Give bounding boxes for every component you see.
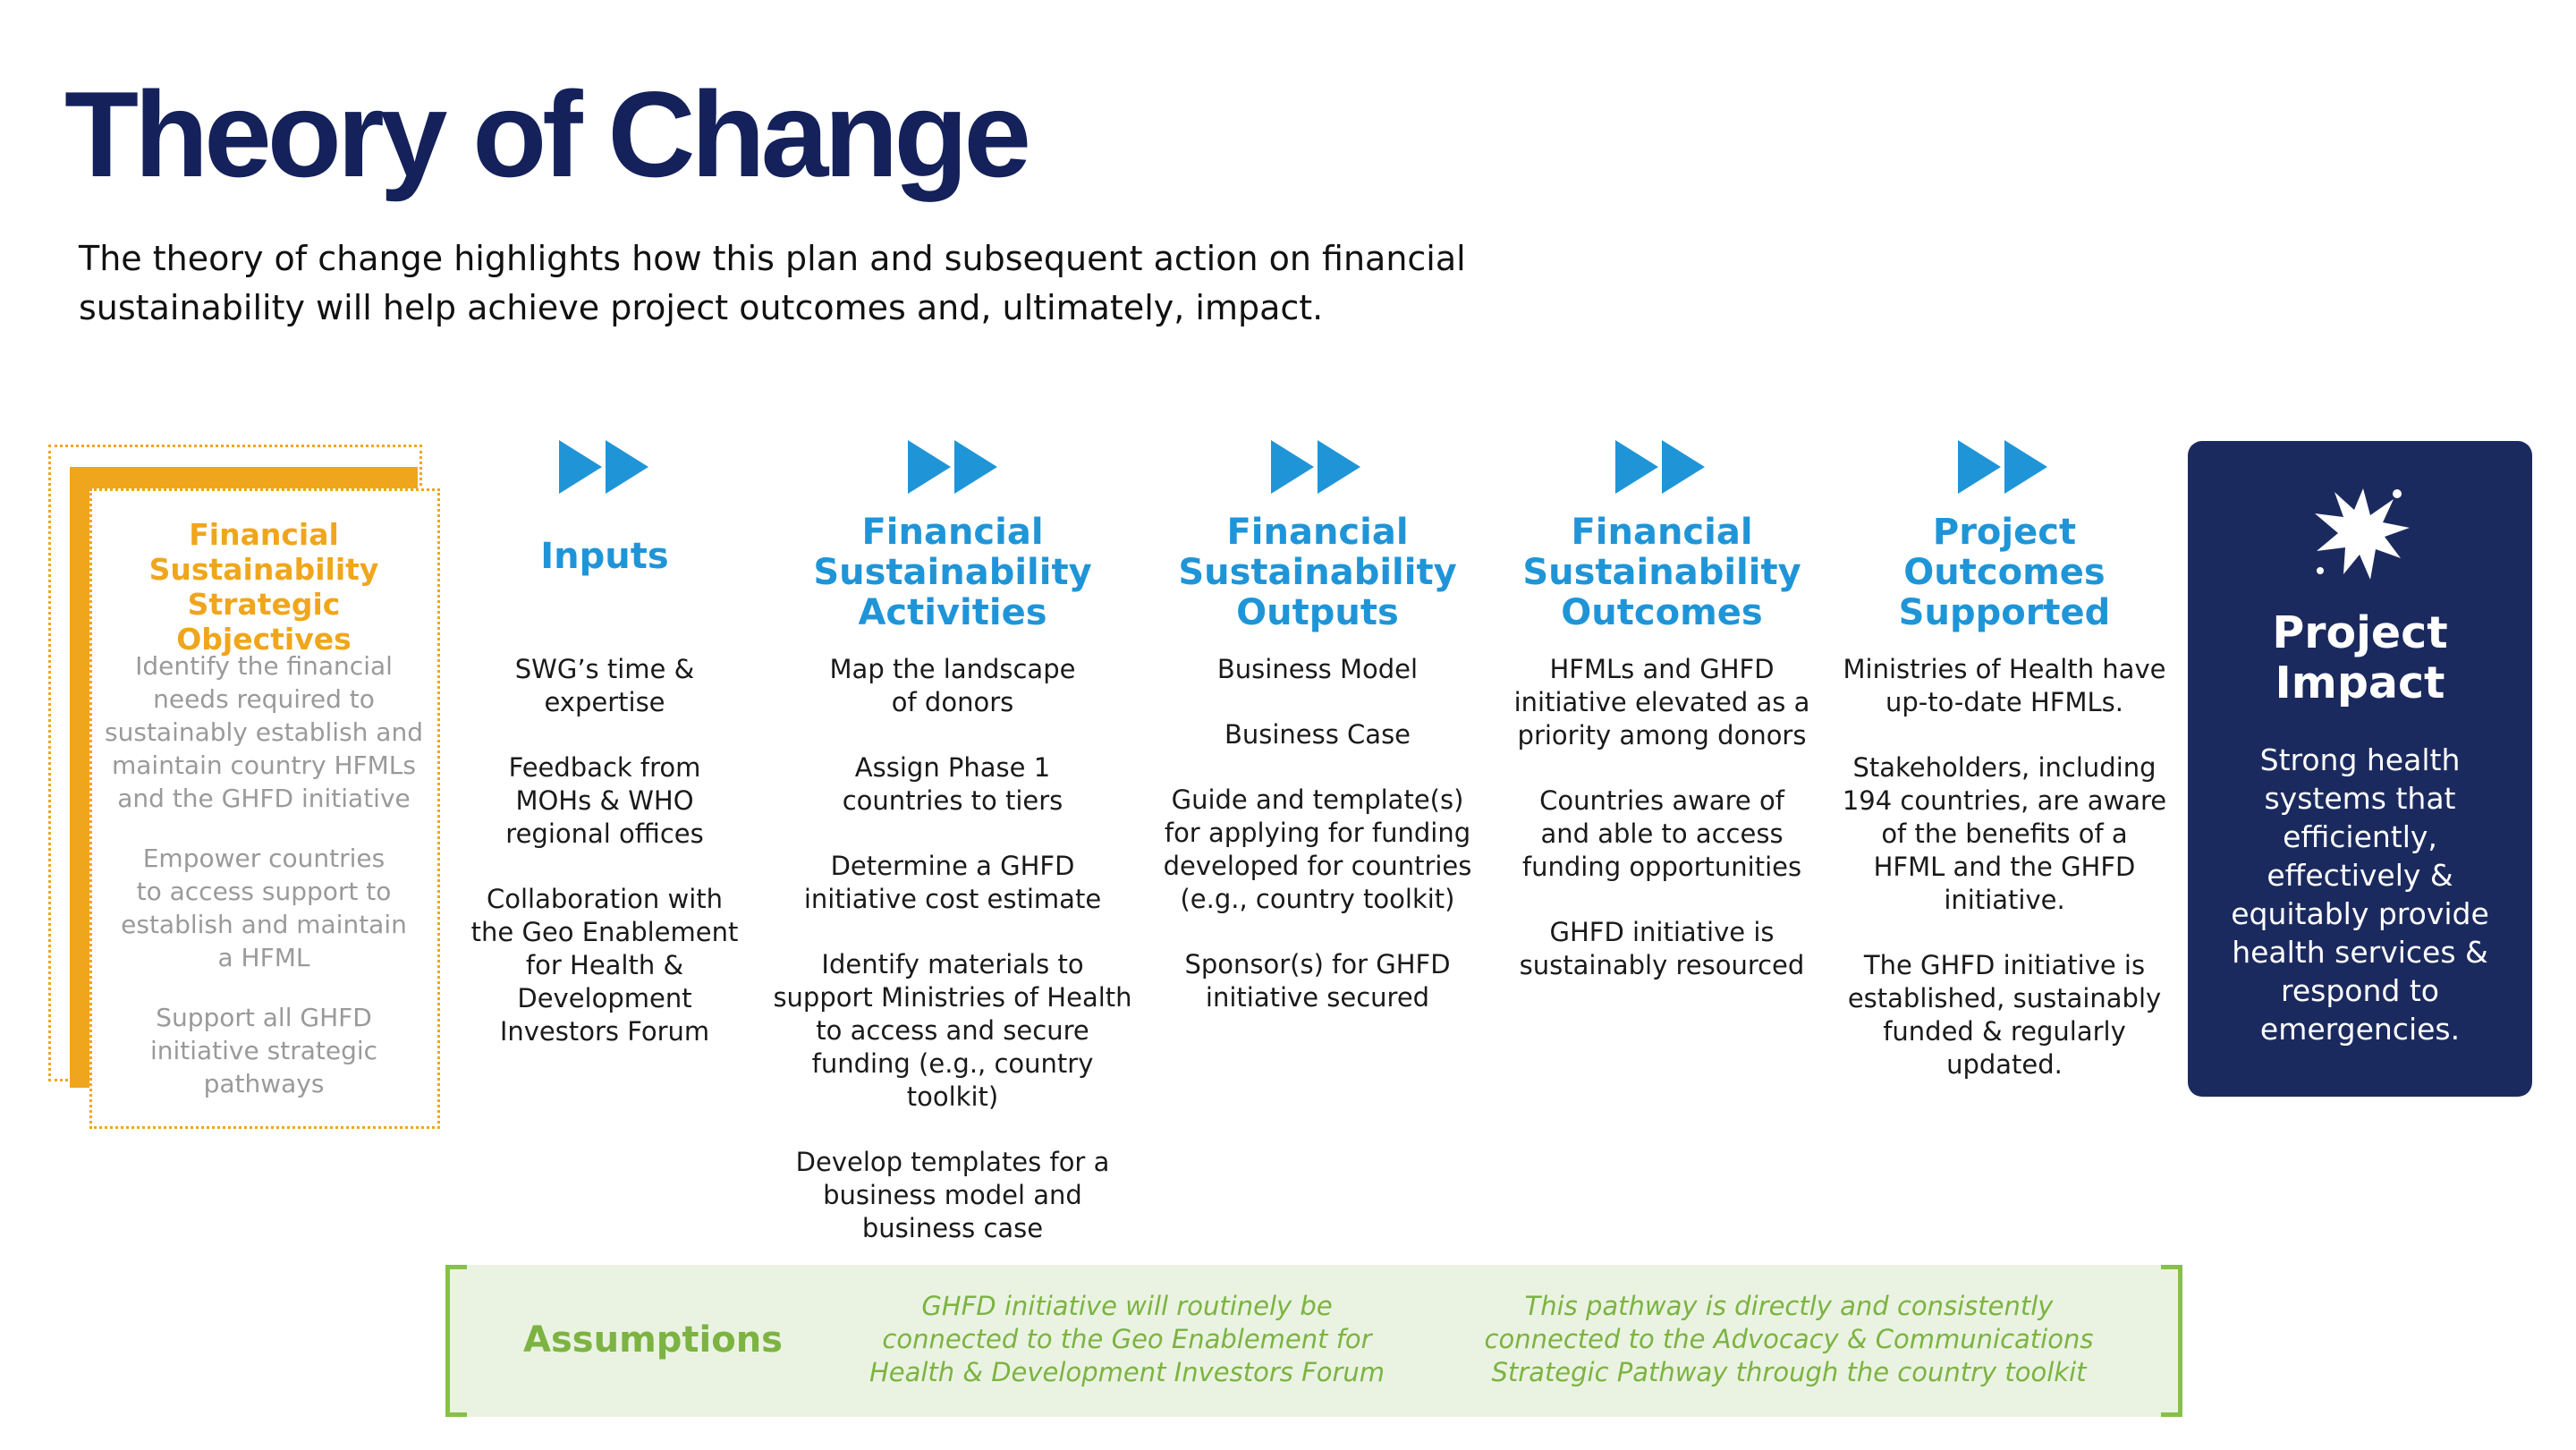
column-item: Identify materials to support Ministries of Health to access and secure funding (e.g., country toolkit) [773, 949, 1132, 1112]
double-arrow-right-icon [1615, 438, 1708, 496]
column-heading: Financial Sustainability Outcomes [1522, 512, 1801, 633]
column-items [465, 653, 744, 1081]
assumption-item: This pathway is directly and consistently connected to the Advocacy & Communications Strategic Pathway through the country toolkit [1484, 1291, 2094, 1387]
double-arrow-right-icon [559, 438, 652, 496]
objectives-title: Financial Sustainability Strategic Objectives [148, 517, 379, 657]
column-item: SWG’s time & expertise [514, 654, 695, 717]
column-item: Stakeholders, including 194 countries, are aware of the benefits of a HFML and the GHFD initiative. [1842, 752, 2167, 915]
double-arrow-right-icon [1958, 438, 2051, 496]
column-item: Collaboration with the Geo Enablement for Health & Development Investors Forum [470, 884, 739, 1047]
objective-item: Support all GHFD initiative strategic pathways [149, 1003, 378, 1098]
column-heading: Inputs [540, 536, 669, 577]
column-item: Assign Phase 1 countries to tiers [842, 752, 1063, 816]
double-arrow-right-icon [908, 438, 1001, 496]
column-items [1154, 653, 1481, 1047]
page-title: Theory of Change [64, 66, 1028, 202]
column-item: Develop templates for a business model and business case [795, 1147, 1110, 1243]
assumptions-left-bracket [445, 1265, 467, 1417]
column-item: Sponsor(s) for GHFD initiative secured [1184, 949, 1451, 1013]
column-item: HFMLs and GHFD initiative elevated as a priority among donors [1513, 654, 1810, 750]
column-items [1832, 653, 2177, 1114]
impact-title: Project Impact [2272, 607, 2448, 708]
assumptions-right-bracket [2161, 1265, 2182, 1417]
column-heading: Project Outcomes Supported [1898, 512, 2111, 633]
column-heading: Financial Sustainability Activities [813, 512, 1092, 633]
column-item: Business Case [1224, 719, 1411, 750]
column-items [1503, 653, 1821, 1014]
column-heading: Financial Sustainability Outputs [1178, 512, 1457, 633]
column-item: Ministries of Health have up-to-date HFMLs. [1843, 654, 2166, 717]
double-arrow-right-icon [1271, 438, 1364, 496]
column-item: Business Model [1216, 654, 1419, 684]
assumption-item: GHFD initiative will routinely be connected to the Geo Enablement for Health & Development Investors Forum [869, 1291, 1385, 1387]
column-item: Determine a GHFD initiative cost estimate [803, 851, 1102, 914]
impact-text: Strong health systems that efficiently, effectively & equitably provide health services & respond to emergencies. [2231, 742, 2489, 1047]
starburst-icon [2308, 481, 2413, 587]
column-item: GHFD initiative is sustainably resourced [1519, 917, 1805, 980]
column-items [767, 653, 1139, 1277]
column-item: Countries aware of and able to access funding opportunities [1521, 785, 1802, 882]
assumptions-label: Assumptions [523, 1319, 783, 1361]
objective-item: Empower countries to access support to establish and maintain a HFML [121, 844, 407, 972]
column-item: Guide and template(s) for applying for funding developed for countries (e.g., country toolkit) [1163, 784, 1472, 914]
column-item: Map the landscape of donors [829, 654, 1076, 717]
objectives-list [98, 649, 429, 1127]
objective-item: Identify the financial needs required to sustainably establish and maintain country HFMLs and the GHFD initiative [105, 651, 423, 813]
page-subtitle: The theory of change highlights how this plan and subsequent action on financial sustainability will help achieve project outcomes and, ultimately, impact. [79, 239, 1466, 327]
column-item: The GHFD initiative is established, sustainably funded & regularly updated. [1847, 950, 2162, 1080]
column-item: Feedback from MOHs & WHO regional offices [505, 752, 704, 849]
